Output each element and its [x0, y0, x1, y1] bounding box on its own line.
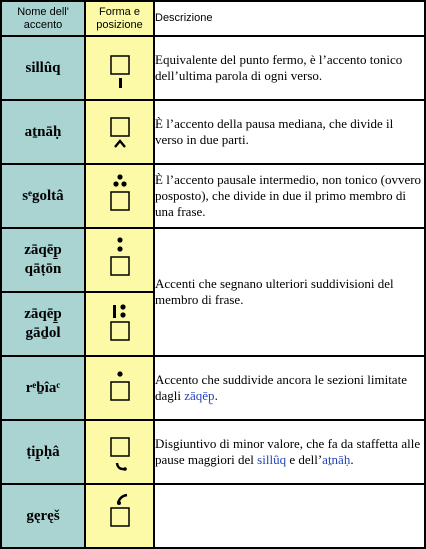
- accent-name: [1, 292, 85, 356]
- accent-description: [154, 356, 425, 420]
- aṯnāḥ-icon: [103, 106, 137, 158]
- table-row: [1, 36, 425, 100]
- table-row: [1, 420, 425, 484]
- accent-reference-link[interactable]: sillûq: [257, 452, 287, 467]
- accent-name: rᵉḇîaᶜ: [1, 356, 85, 420]
- accent-name-line2: gāḏol: [25, 325, 61, 341]
- description-text: Accento che suddivide ancora le sezioni limitate dagli: [155, 372, 407, 403]
- sᵉgoltâ-icon: [103, 170, 137, 222]
- accent-description: [154, 420, 425, 484]
- rᵉḇîaᶜ-icon: [103, 362, 137, 414]
- accent-reference-link[interactable]: zāqēp̱: [184, 388, 215, 403]
- accent-name: sᵉgoltâ: [1, 164, 85, 228]
- zāqēp-qāṭōn-icon: [103, 234, 137, 286]
- accent-name: [1, 228, 85, 292]
- description-end: .: [350, 452, 354, 467]
- accent-reference-link[interactable]: aṯnāḥ: [322, 452, 351, 467]
- description-middle: e dell’: [289, 452, 323, 467]
- accent-name-line1: zāqēp̱: [24, 242, 62, 258]
- accent-description: Accenti che segnano ulteriori suddivisioni del membro di frase.: [154, 228, 425, 356]
- table-row: [1, 228, 425, 292]
- table-row: [1, 164, 425, 228]
- table-row: [1, 484, 425, 548]
- ṭip̱ḥâ-icon: [103, 426, 137, 478]
- accent-form: [85, 420, 154, 484]
- accent-description: È l’accento pausale intermedio, non tonico (ovvero posposto), che divide in due il primo membro di una frase.: [154, 164, 425, 228]
- accent-name: gęręš: [1, 484, 85, 548]
- accent-name: ṭip̱ḥâ: [1, 420, 85, 484]
- accent-description-empty: [154, 484, 425, 548]
- header-row: [1, 1, 425, 36]
- accent-form: [85, 164, 154, 228]
- accent-description: È l’accento della pausa mediana, che divide il verso in due parti.: [154, 100, 425, 164]
- header-form: Forma e posizione: [85, 1, 154, 36]
- sillûq-icon: [103, 42, 137, 94]
- header-name: Nome dell' accento: [1, 1, 85, 36]
- accent-name: aṯnāḥ: [1, 100, 85, 164]
- gęręš-icon: [103, 490, 137, 542]
- accent-form: [85, 292, 154, 356]
- table-row: [1, 100, 425, 164]
- header-description: Descrizione: [154, 1, 425, 36]
- description-end: .: [214, 388, 218, 403]
- accent-name: sillûq: [1, 36, 85, 100]
- table-row: [1, 356, 425, 420]
- accent-form: [85, 484, 154, 548]
- accent-name-line2: qāṭōn: [24, 261, 62, 277]
- zāqēp-gāḏol-icon: [103, 298, 137, 350]
- accent-form: [85, 100, 154, 164]
- accent-form: [85, 228, 154, 292]
- accent-name-line1: zāqēp̱: [24, 306, 62, 322]
- accent-description: Equivalente del punto fermo, è l’accento tonico dell’ultima parola di ogni verso.: [154, 36, 425, 100]
- accent-form: [85, 36, 154, 100]
- description-text: Disgiuntivo di minor valore, che fa da staffetta alle pause maggiori del: [155, 436, 421, 467]
- accent-form: [85, 356, 154, 420]
